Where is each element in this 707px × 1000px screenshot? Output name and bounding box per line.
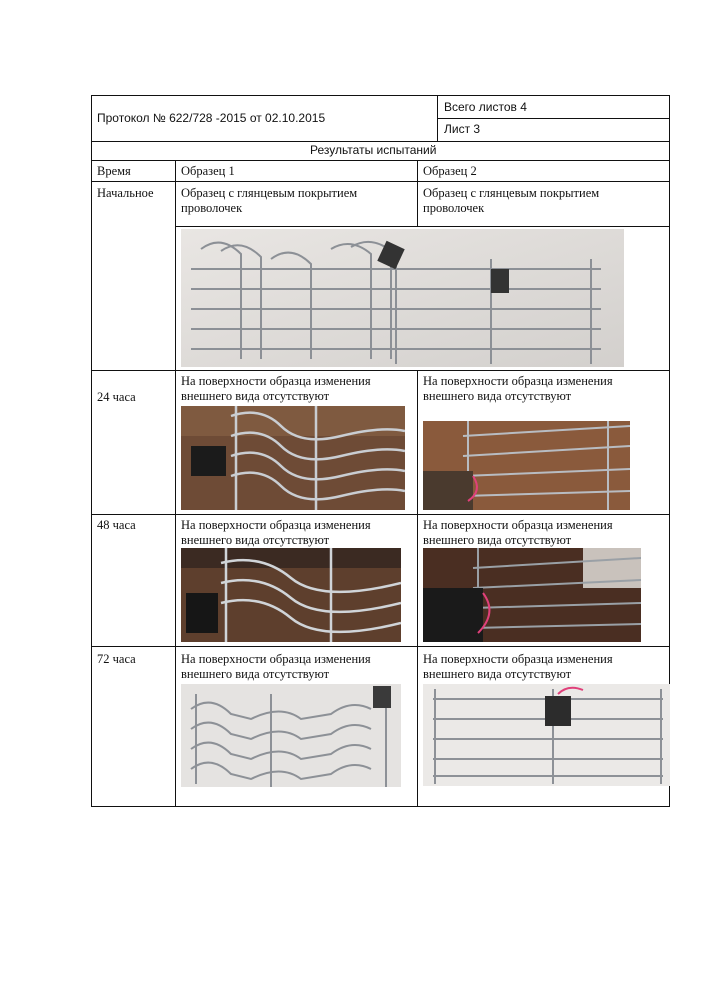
row-48h-sample2-text: На поверхности образца изменения внешнего вида отсутствуют [423, 518, 613, 547]
column-header-time: Время [97, 164, 131, 178]
column-header-sample1: Образец 1 [181, 164, 235, 178]
photo-72h-sample1 [181, 684, 401, 787]
protocol-title: Протокол № 622/728 -2015 от 02.10.2015 [97, 111, 326, 125]
photo-24h-sample1 [181, 406, 405, 510]
row-time-initial: Начальное [97, 186, 154, 200]
photo-48h-sample2 [423, 548, 641, 642]
row-initial-sample1-text: Образец с глянцевым покрытием проволочек [181, 186, 358, 215]
section-title: Результаты испытаний [310, 143, 437, 157]
row-24h-sample2-text: На поверхности образца изменения внешнего вида отсутствуют [423, 374, 613, 403]
row-initial-sample2-text: Образец с глянцевым покрытием проволочек [423, 186, 600, 215]
column-header-sample2: Образец 2 [423, 164, 477, 178]
row-24h-sample1-text: На поверхности образца изменения внешнего вида отсутствуют [181, 374, 371, 403]
photo-48h-sample1 [181, 548, 401, 642]
total-sheets: Всего листов 4 [444, 100, 527, 114]
sheet-number: Лист 3 [444, 122, 481, 136]
row-time-72h: 72 часа [97, 652, 136, 666]
photo-24h-sample2 [423, 421, 630, 510]
row-48h-sample1-text: На поверхности образца изменения внешнего вида отсутствуют [181, 518, 371, 547]
row-72h-sample2-text: На поверхности образца изменения внешнего вида отсутствуют [423, 652, 613, 681]
row-72h-sample1-text: На поверхности образца изменения внешнего вида отсутствуют [181, 652, 371, 681]
row-time-24h: 24 часа [97, 390, 136, 404]
photo-72h-sample2 [423, 684, 670, 786]
row-time-48h: 48 часа [97, 518, 136, 532]
photo-initial-both-samples [181, 229, 624, 367]
